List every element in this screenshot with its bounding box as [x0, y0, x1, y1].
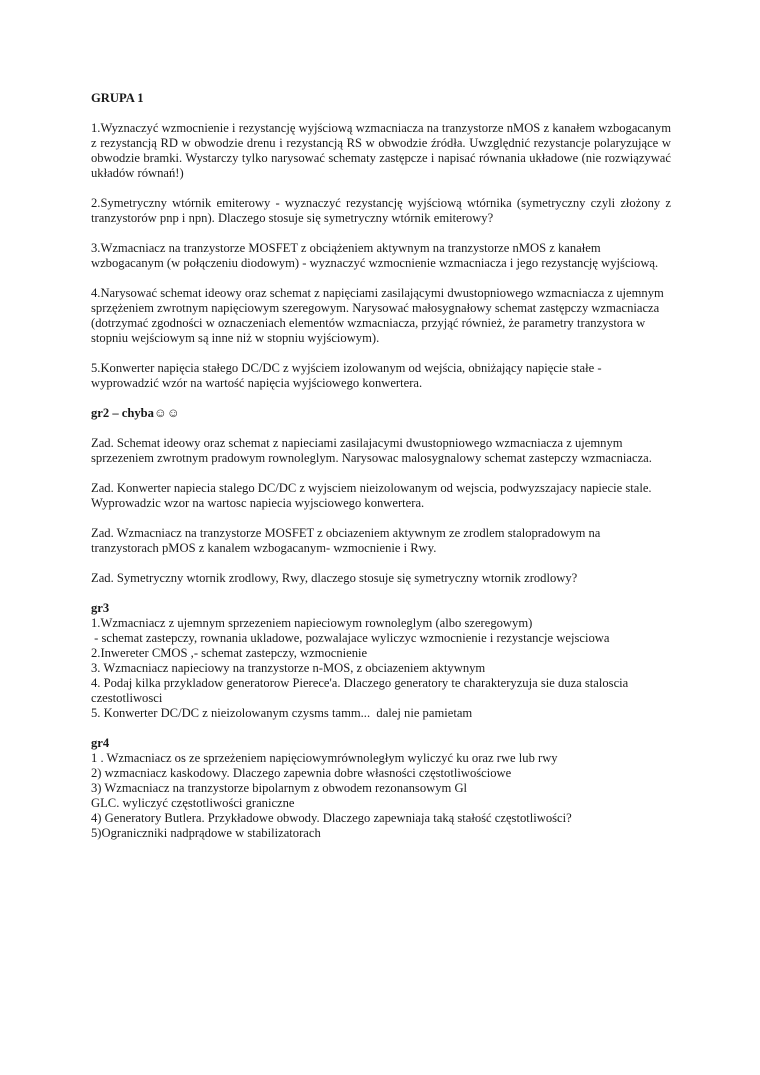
group2-item-1: Zad. Schemat ideowy oraz schemat z napieciami zasilajacymi dwustopniowego wzmacniacza z ujemnym sprzezeniem zwrotnym pradowym rownoleglym. Narysowac malosygnalowy schemat zastepczy wzmacniacza.	[91, 436, 652, 465]
group1-item-1: 1.Wyznaczyć wzmocnienie i rezystancję wyjściową wzmacniacza na tranzystorze nMOS z kanałem wzbogacanym z rezystancją RD w obwodzie drenu i rezystancją RS w obwodzie źródła. Uwzględnić rezystancje polaryzujące w obwodzie bramki. Wystarczy tylko narysować schematy zastępcze i napisać równania układowe (nie rozwiązywać układów równań!)	[91, 121, 671, 180]
group1-item-5: 5.Konwerter napięcia stałego DC/DC z wyjściem izolowanym od wejścia, obniżający napięcie stałe - wyprowadzić wzór na wartość napięcia wyjściowego konwertera.	[91, 361, 602, 390]
group4-line-4: GLC. wyliczyć częstotliwości graniczne	[91, 796, 295, 810]
group2-item-4: Zad. Symetryczny wtornik zrodlowy, Rwy, dlaczego stosuje się symetryczny wtornik zrodlowy?	[91, 571, 578, 585]
group4-line-5: 4) Generatory Butlera. Przykładowe obwody. Dlaczego zapewniaja taką stałość częstotliwości?	[91, 811, 572, 825]
group3-heading: gr3	[91, 601, 110, 615]
group3-line-6: 5. Konwerter DC/DC z nieizolowanym czysms tamm... dalej nie pamietam	[91, 706, 473, 720]
group4-line-6: 5)Ogranicznikі nadprądowe w stabilizatorach	[91, 826, 321, 840]
group3-line-5: 4. Podaj kilka przykladow generatorow Pierece'a. Dlaczego generatory te charakteryzuja sie duza staloscia czestotliwosci	[91, 676, 629, 705]
group1-item-4: 4.Narysować schemat ideowy oraz schemat z napięciami zasilającymi dwustopniowego wzmacniacza z ujemnym sprzężeniem zwrotnym napięciowym szeregowym. Narysować małosygnałowy schemat zastępczy wzmacniacza (dotrzymać zgodności w oznaczeniach elementów wzmacniacza, przyjąć również, że parametry tranzystora w stopniu wejściowym są inne niż w stopniu wyjściowym).	[91, 286, 664, 345]
group1-heading: GRUPA 1	[91, 91, 144, 105]
group2-item-3: Zad. Wzmacniacz na tranzystorze MOSFET z obciazeniem aktywnym ze zrodlem stalopradowym na tranzystorach pMOS z kanalem wzbogacanym- wzmocnienie i Rwy.	[91, 526, 601, 555]
group1-item-3: 3.Wzmacniacz na tranzystorze MOSFET z obciążeniem aktywnym na tranzystorze nMOS z kanałem wzbogacanym (w połączeniu diodowym) - wyznaczyć wzmocnienie wzmacniacza i jego rezystancję wyjściową.	[91, 241, 659, 270]
group1-item-2: 2.Symetryczny wtórnik emiterowy - wyznaczyć rezystancję wyjściową wtórnika (symetryczny czyli złożony z tranzystorów pnp i npn). Dlaczego stosuje się symetryczny wtórnik emiterowy?	[91, 196, 671, 225]
group4-line-3: 3) Wzmacniacz na tranzystorze bipolarnym z obwodem rezonansowym Gl	[91, 781, 468, 795]
document-content	[91, 91, 671, 841]
group4-line-2: 2) wzmacniacz kaskodowy. Dlaczego zapewnia dobre własności częstotliwościowe	[91, 766, 512, 780]
group3-line-1: 1.Wzmacniacz z ujemnym sprzezeniem napieciowym rownoleglym (albo szeregowym)	[91, 616, 533, 630]
group4-line-1: 1 . Wzmacniacz os ze sprzeżeniem napięciowymrównoległym wyliczyć ku oraz rwe lub rwy	[91, 751, 558, 765]
group2-item-2: Zad. Konwerter napiecia stalego DC/DC z wyjsciem nieizolowanym od wejscia, podwyzszajacy napiecie stale. Wyprowadzic wzor na wartosc napiecia wyjsciowego konwertera.	[91, 481, 652, 510]
group3-line-4: 3. Wzmacniacz napieciowy na tranzystorze n-MOS, z obciazeniem aktywnym	[91, 661, 486, 675]
group2-heading: gr2 – chyba☺☺	[91, 406, 180, 420]
group3-line-3: 2.Inwereter CMOS ,- schemat zastepczy, wzmocnienie	[91, 646, 368, 660]
group4-heading: gr4	[91, 736, 110, 750]
group3-line-2: - schemat zastepczy, rownania ukladowe, pozwalajace wyliczyc wzmocnienie i rezystancje wejsciowa	[91, 631, 610, 645]
